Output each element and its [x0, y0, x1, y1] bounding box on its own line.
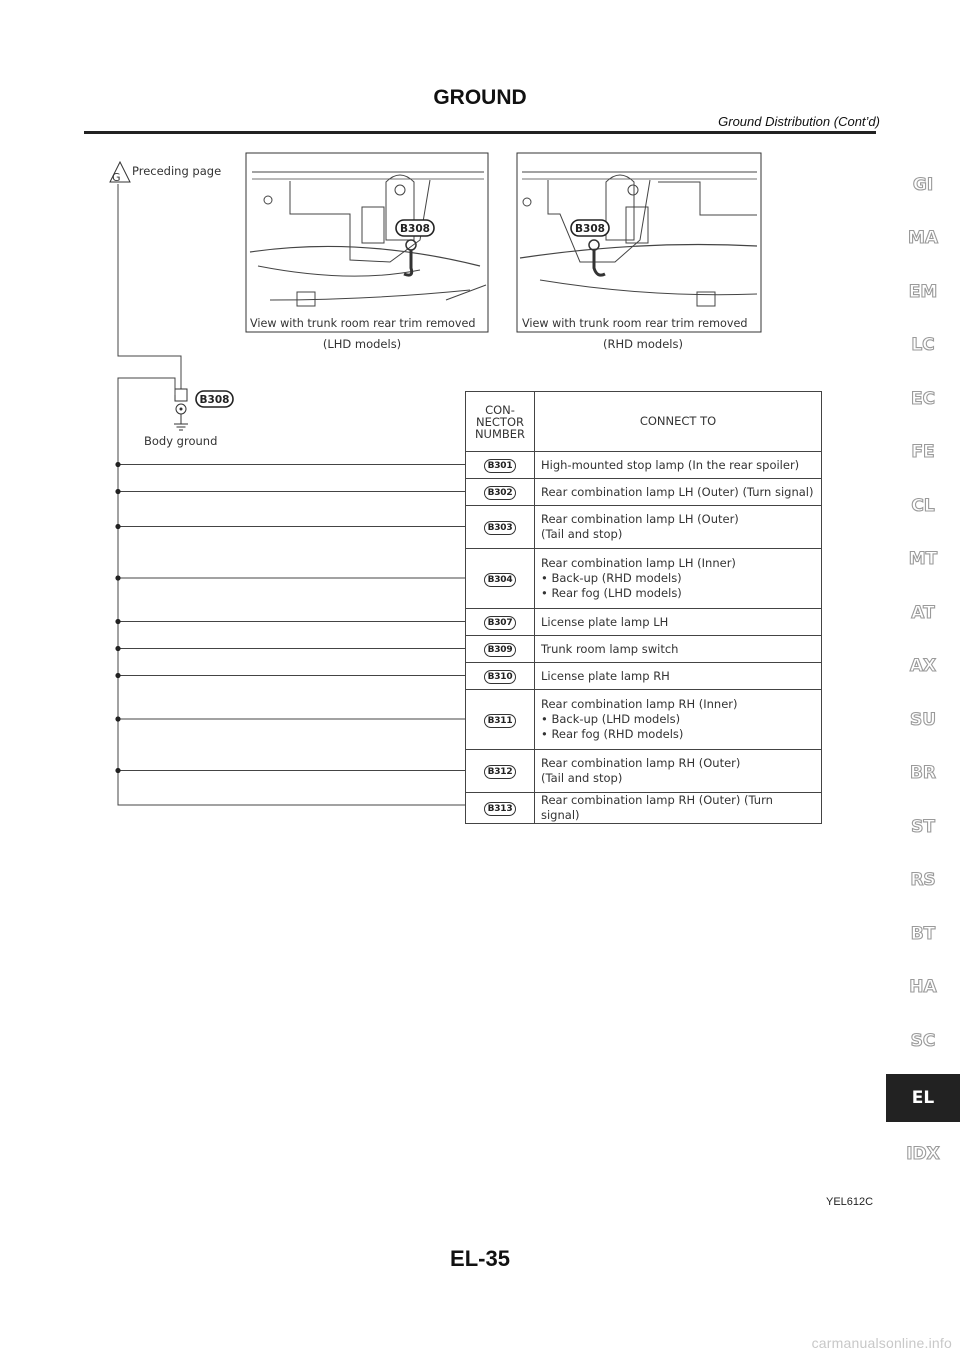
connect-to-text: • Rear fog (RHD models)	[541, 727, 684, 741]
connector-badge: B310	[484, 670, 517, 684]
connect-to-text: • Back-up (LHD models)	[541, 712, 681, 726]
connect-to-text: Rear combination lamp LH (Outer)	[541, 512, 739, 526]
header-num-line: CON-	[485, 402, 515, 417]
connect-to-text: Rear combination lamp RH (Outer) (Turn signal)	[541, 793, 773, 822]
connect-to-text: (Tail and stop)	[541, 771, 623, 785]
connector-marker-g	[110, 162, 130, 184]
junction-dot	[115, 716, 120, 721]
section-tab-br[interactable]: BR	[909, 763, 937, 784]
connect-to-cell	[535, 549, 822, 609]
header-connect-to: CONNECT TO	[535, 392, 822, 452]
photo-lhd-caption: View with trunk room rear trim removed	[250, 317, 476, 330]
connector-badge: B309	[484, 643, 517, 657]
photo-rhd-caption: View with trunk room rear trim removed	[522, 317, 748, 330]
connect-to-cell	[535, 690, 822, 750]
connect-to-text: Rear combination lamp RH (Inner)	[541, 697, 738, 711]
page-title: GROUND	[433, 86, 527, 109]
lhd-models-label: (LHD models)	[322, 337, 402, 351]
junction-dot	[115, 489, 120, 494]
connector-badge: B301	[484, 459, 517, 473]
connect-to-text: License plate lamp RH	[541, 668, 670, 683]
connect-to-text: Rear combination lamp RH (Outer)	[541, 756, 741, 770]
section-tab-ax[interactable]: AX	[909, 656, 937, 677]
connector-number-cell	[466, 506, 535, 549]
connect-to-text: Rear combination lamp LH (Inner)	[541, 556, 736, 570]
connect-to-cell	[535, 663, 822, 690]
connect-to-cell	[535, 793, 822, 824]
page-number: EL-35	[450, 1246, 510, 1271]
header-connector-number	[466, 392, 535, 452]
connect-to-text: Trunk room lamp switch	[541, 641, 679, 656]
section-tab-el[interactable]: EL	[886, 1074, 960, 1122]
connector-badge: B302	[484, 486, 517, 500]
table-row	[466, 609, 822, 636]
connect-to-text: License plate lamp LH	[541, 614, 669, 629]
junction-dot	[115, 524, 120, 529]
section-tab-sc[interactable]: SC	[910, 1030, 936, 1051]
connect-to-cell	[535, 452, 822, 479]
connector-number-cell	[466, 793, 535, 824]
connector-number-cell	[466, 549, 535, 609]
table-row	[466, 479, 822, 506]
section-tab-bt[interactable]: BT	[910, 923, 936, 944]
table-row	[466, 690, 822, 750]
section-tab-ha[interactable]: HA	[909, 977, 937, 998]
junction-dot	[115, 619, 120, 624]
preceding-page-label: Preceding page	[132, 164, 222, 178]
ground-connector-b308	[174, 389, 233, 430]
photo-rhd-badge: B308	[575, 223, 605, 235]
connector-badge: B304	[484, 573, 517, 587]
connect-to-text: (Tail and stop)	[541, 527, 623, 541]
connector-table	[465, 391, 822, 824]
section-tab-rs[interactable]: RS	[910, 870, 936, 891]
section-tab-cl[interactable]: CL	[911, 495, 935, 516]
connector-number-cell	[466, 636, 535, 663]
connect-to-text: • Rear fog (LHD models)	[541, 586, 682, 600]
connector-number-cell	[466, 479, 535, 506]
connector-badge: B311	[484, 714, 517, 728]
table-row	[466, 793, 822, 824]
connect-to-cell	[535, 636, 822, 663]
branch-wires	[115, 462, 465, 773]
section-tab-st[interactable]: ST	[911, 816, 935, 837]
section-tab-ma[interactable]: MA	[907, 228, 939, 249]
section-tab-ec[interactable]: EC	[910, 388, 936, 409]
section-tab-em[interactable]: EM	[908, 281, 938, 302]
connect-to-text: • Back-up (RHD models)	[541, 571, 682, 585]
connector-badge: B303	[484, 521, 517, 535]
table-row	[466, 636, 822, 663]
connect-to-cell	[535, 609, 822, 636]
connector-number-cell	[466, 609, 535, 636]
junction-dot	[115, 462, 120, 467]
table-row	[466, 549, 822, 609]
connect-to-cell	[535, 506, 822, 549]
photo-lhd-badge: B308	[400, 223, 430, 235]
table-row	[466, 663, 822, 690]
connector-number-cell	[466, 663, 535, 690]
section-tab-lc[interactable]: LC	[911, 335, 935, 356]
connect-to-text: Rear combination lamp LH (Outer) (Turn signal)	[541, 484, 814, 499]
junction-dot	[115, 646, 120, 651]
watermark: carmanualsonline.info	[811, 1335, 952, 1351]
junction-dot	[115, 673, 120, 678]
connector-badge: B312	[484, 765, 517, 779]
junction-dot	[115, 768, 120, 773]
section-tab-at[interactable]: AT	[911, 602, 935, 623]
header-num-line: NECTOR	[476, 414, 524, 429]
connector-number-cell	[466, 750, 535, 793]
page-subtitle: Ground Distribution (Cont’d)	[718, 114, 880, 129]
section-tab-idx[interactable]: IDX	[906, 1144, 940, 1165]
connect-to-text: High-mounted stop lamp (In the rear spoiler)	[541, 457, 800, 472]
rhd-models-label: (RHD models)	[603, 337, 683, 351]
connect-to-cell	[535, 750, 822, 793]
figure-id: YEL612C	[826, 1196, 874, 1208]
junction-dot	[115, 575, 120, 580]
table-row	[466, 750, 822, 793]
section-tab-gi[interactable]: GI	[912, 174, 934, 195]
connector-badge: B313	[484, 802, 517, 816]
photo-rhd	[517, 153, 761, 332]
marker-letter: G	[112, 171, 121, 184]
header-num-line: NUMBER	[474, 426, 526, 441]
table-row	[466, 506, 822, 549]
connector-badge: B307	[484, 616, 517, 630]
connector-number-cell	[466, 452, 535, 479]
photo-lhd	[246, 153, 488, 332]
connect-to-cell	[535, 479, 822, 506]
ground-badge: B308	[199, 394, 230, 406]
connector-number-cell	[466, 690, 535, 750]
section-tab-fe[interactable]: FE	[911, 442, 935, 463]
body-ground-label: Body ground	[144, 434, 218, 448]
section-tab-su[interactable]: SU	[909, 709, 937, 730]
table-row	[466, 452, 822, 479]
section-tab-mt[interactable]: MT	[908, 549, 938, 570]
